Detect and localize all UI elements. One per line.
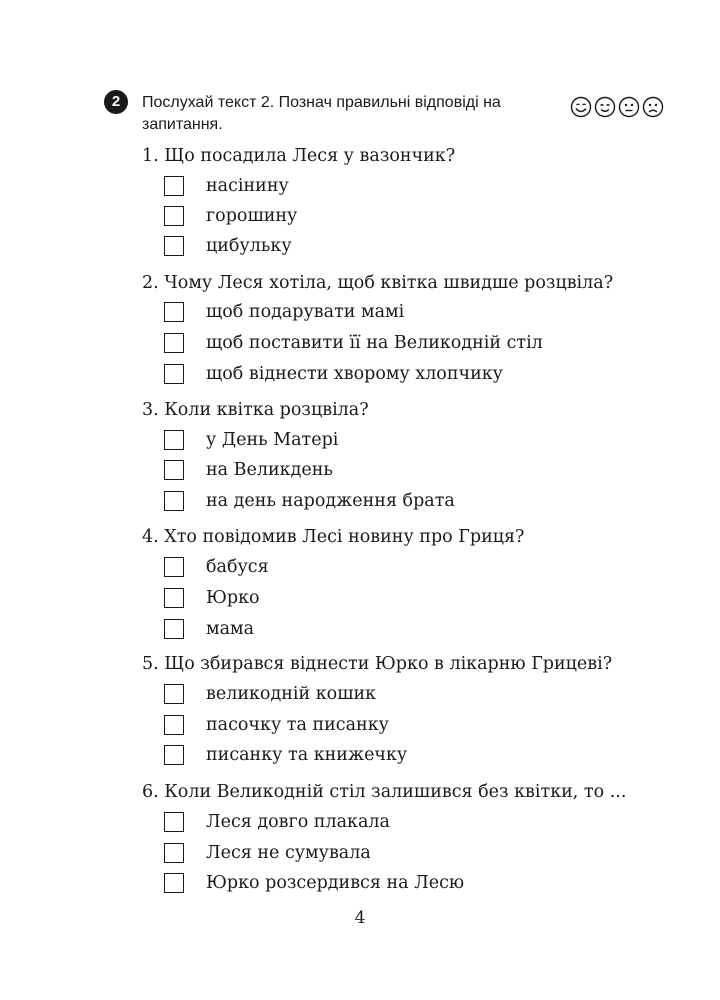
question-2-option-1[interactable] (164, 300, 404, 324)
question-6-option-1[interactable] (164, 810, 390, 834)
question-5-option-3[interactable] (164, 743, 407, 767)
page-number: 4 (354, 908, 366, 928)
answer-checkbox[interactable] (164, 873, 184, 893)
option-label: писанку та книжечку (206, 745, 408, 765)
option-label: насінину (206, 176, 289, 196)
question-3-option-3[interactable] (164, 489, 455, 513)
question-2: 2. Чому Леся хотіла, щоб квітка швидше розцвіла? (142, 273, 614, 293)
answer-checkbox[interactable] (164, 236, 184, 256)
option-label: бабуся (206, 557, 269, 577)
task-instruction: Послухай текст 2. Познач правильні відповіді на запитання. (142, 94, 501, 133)
option-label: пасочку та писанку (206, 715, 389, 735)
question-3-option-2[interactable] (164, 458, 333, 482)
question-5: 5. Що збирався віднести Юрко в лікарню Грицеві? (142, 654, 613, 674)
answer-checkbox[interactable] (164, 333, 184, 353)
question-2-option-3[interactable] (164, 362, 503, 386)
answer-checkbox[interactable] (164, 491, 184, 511)
answer-checkbox[interactable] (164, 176, 184, 196)
option-label: щоб поставити її на Великодній стіл (206, 333, 543, 353)
question-2-option-2[interactable] (164, 331, 543, 355)
answer-checkbox[interactable] (164, 364, 184, 384)
question-3-option-1[interactable] (164, 428, 338, 452)
smiling-face-icon[interactable] (594, 96, 616, 118)
question-3: 3. Коли квітка розцвіла? (142, 400, 369, 420)
answer-checkbox[interactable] (164, 302, 184, 322)
self-assessment-faces (570, 96, 664, 118)
answer-checkbox[interactable] (164, 684, 184, 704)
sad-face-icon[interactable] (642, 96, 664, 118)
option-label: на Великдень (206, 460, 333, 480)
answer-checkbox[interactable] (164, 588, 184, 608)
option-label: Леся довго плакала (206, 812, 390, 832)
answer-checkbox[interactable] (164, 715, 184, 735)
question-4-option-2[interactable] (164, 586, 260, 610)
option-label: у День Матері (206, 430, 339, 450)
option-label: щоб віднести хворому хлопчику (206, 364, 503, 384)
very-happy-face-icon[interactable] (570, 96, 592, 118)
option-label: цибульку (206, 236, 292, 256)
answer-checkbox[interactable] (164, 430, 184, 450)
option-label: мама (206, 619, 255, 639)
answer-checkbox[interactable] (164, 206, 184, 226)
question-6-option-2[interactable] (164, 841, 371, 865)
answer-checkbox[interactable] (164, 619, 184, 639)
option-label: Юрко (206, 588, 260, 608)
question-1-option-2[interactable] (164, 204, 297, 228)
option-label: горошину (206, 206, 298, 226)
question-6-option-3[interactable] (164, 871, 464, 895)
task-number-badge: 2 (104, 90, 128, 114)
question-5-option-2[interactable] (164, 713, 389, 737)
question-1-option-3[interactable] (164, 234, 292, 258)
option-label: на день народження брата (206, 491, 455, 511)
option-label: щоб подарувати мамі (206, 302, 405, 322)
question-4-option-1[interactable] (164, 555, 269, 579)
answer-checkbox[interactable] (164, 843, 184, 863)
option-label: Леся не сумувала (206, 843, 371, 863)
answer-checkbox[interactable] (164, 460, 184, 480)
answer-checkbox[interactable] (164, 557, 184, 577)
answer-checkbox[interactable] (164, 745, 184, 765)
option-label: Юрко розсердився на Лесю (206, 873, 465, 893)
question-4-option-3[interactable] (164, 617, 254, 641)
question-1-option-1[interactable] (164, 174, 289, 198)
question-5-option-1[interactable] (164, 682, 376, 706)
answer-checkbox[interactable] (164, 812, 184, 832)
question-1: 1. Що посадила Леся у вазончик? (142, 146, 456, 166)
question-4: 4. Хто повідомив Лесі новину про Гриця? (142, 527, 525, 547)
question-6: 6. Коли Великодній стіл залишився без квітки, то ... (142, 782, 627, 802)
option-label: великодній кошик (206, 684, 377, 704)
neutral-face-icon[interactable] (618, 96, 640, 118)
